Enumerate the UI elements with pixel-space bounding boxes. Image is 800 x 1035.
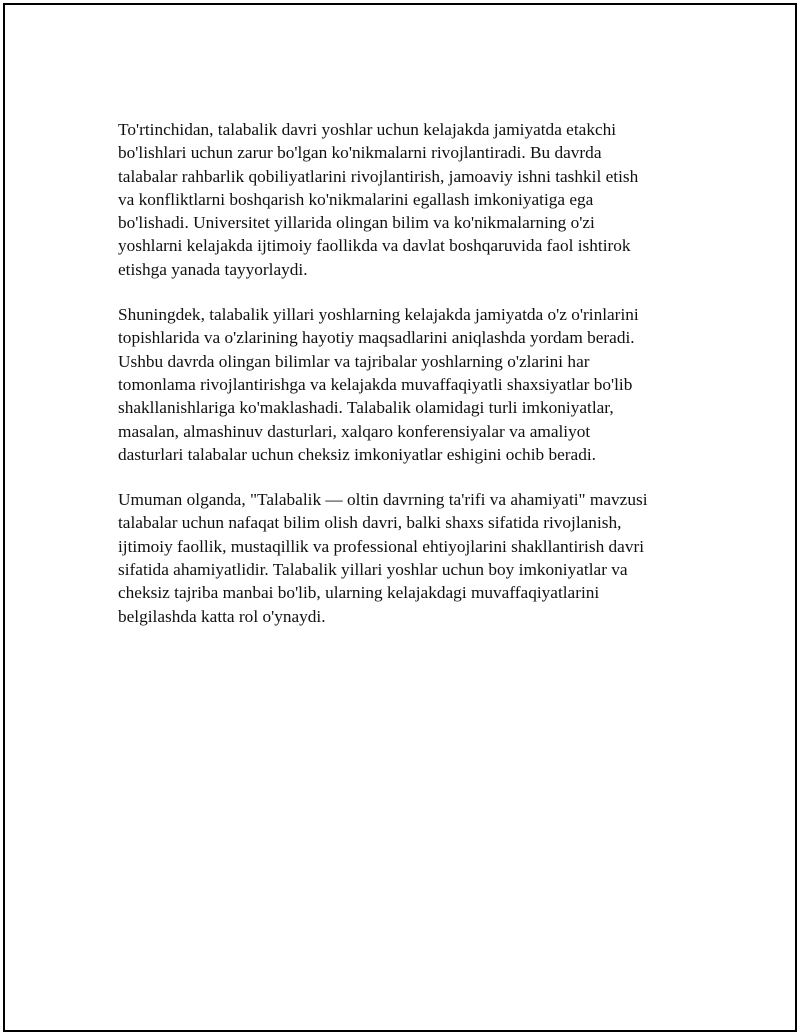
paragraph-3 xyxy=(118,488,708,628)
text-line: bo'lishlari uchun zarur bo'lgan ko'nikmalarni rivojlantiradi. Bu davrda xyxy=(118,143,602,163)
document-body xyxy=(118,118,708,650)
text-line: masalan, almashinuv dasturlari, xalqaro konferensiyalar va amaliyot xyxy=(118,421,591,441)
text-line: bo'lishadi. Universitet yillarida olingan bilim va ko'nikmalarning o'zi xyxy=(118,213,595,233)
text-line: Shuningdek, talabalik yillari yoshlarning kelajakda jamiyatda o'z o'rinlarini xyxy=(118,305,639,325)
text-line: talabalar rahbarlik qobiliyatlarini rivojlantirish, jamoaviy ishni tashkil etish xyxy=(118,166,639,186)
text-line: Umuman olganda, "Talabalik — oltin davrning ta'rifi va ahamiyati" mavzusi xyxy=(118,490,648,510)
text-line: dasturlari talabalar uchun cheksiz imkoniyatlar eshigini ochib beradi. xyxy=(118,444,596,464)
paragraph-1 xyxy=(118,118,708,281)
text-line: To'rtinchidan, talabalik davri yoshlar uchun kelajakda jamiyatda etakchi xyxy=(118,120,617,139)
text-line: sifatida ahamiyatlidir. Talabalik yillari yoshlar uchun boy imkoniyatlar va xyxy=(118,560,628,580)
text-line: tomonlama rivojlantirishga va kelajakda muvaffaqiyatli shaxsiyatlar bo'lib xyxy=(118,374,633,394)
text-line: belgilashda katta rol o'ynaydi. xyxy=(118,606,326,626)
text-line: shakllanishlariga ko'maklashadi. Talabalik olamidagi turli imkoniyatlar, xyxy=(118,398,614,418)
text-line: Ushbu davrda olingan bilimlar va tajribalar yoshlarning o'zlarini har xyxy=(118,351,590,371)
text-line: talabalar uchun nafaqat bilim olish davri, balki shaxs sifatida rivojlanish, xyxy=(118,513,622,533)
text-line: etishga yanada tayyorlaydi. xyxy=(118,259,308,279)
text-line: topishlarida va o'zlarining hayotiy maqsadlarini aniqlashda yordam beradi. xyxy=(118,328,635,348)
text-line: ijtimoiy faollik, mustaqillik va professional ehtiyojlarini shakllantirish davri xyxy=(118,536,645,556)
text-line: yoshlarni kelajakda ijtimoiy faollikda va davlat boshqaruvida faol ishtirok xyxy=(118,236,631,256)
text-line: cheksiz tajriba manbai bo'lib, ularning kelajakdagi muvaffaqiyatlarini xyxy=(118,583,600,603)
text-line: va konfliktlarni boshqarish ko'nikmalarini egallash imkoniyatiga ega xyxy=(118,189,594,209)
paragraph-2 xyxy=(118,303,708,466)
